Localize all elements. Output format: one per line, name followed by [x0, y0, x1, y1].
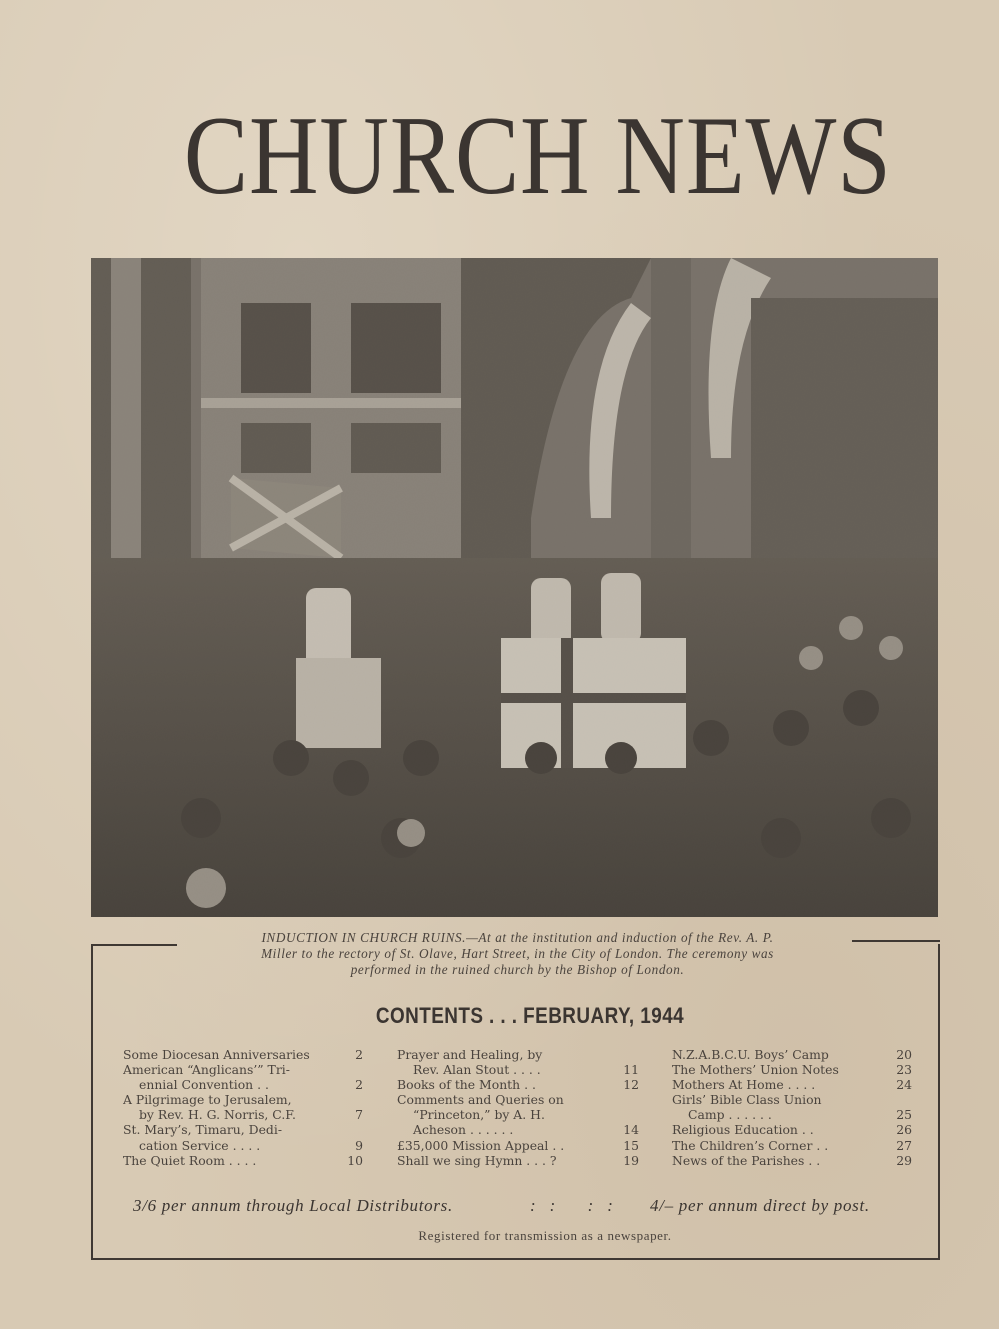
contents-entry [672, 1077, 912, 1092]
entry-page: 24 [896, 1077, 912, 1093]
entry-page: 9 [355, 1137, 363, 1153]
entry-title: by Rev. H. G. Norris, C.F. [139, 1107, 296, 1123]
entry-page [337, 1062, 363, 1077]
entry-page: 20 [896, 1047, 912, 1062]
entry-title: Comments and Queries on [397, 1092, 564, 1108]
contents-entry [672, 1062, 912, 1077]
contents-entry [123, 1107, 363, 1122]
entry-title: Books of the Month . . [397, 1077, 536, 1093]
contents-entry [123, 1077, 363, 1092]
entry-title: News of the Parishes . . [672, 1152, 821, 1168]
entry-page [337, 1122, 363, 1137]
contents-entry [123, 1092, 363, 1107]
entry-page: 2 [355, 1047, 363, 1062]
entry-page: 29 [896, 1152, 912, 1168]
entry-title: Mothers At Home . . . . [672, 1077, 816, 1093]
contents-entry [672, 1122, 912, 1137]
contents-column-2 [397, 1047, 639, 1168]
entry-title: “Princeton,” by A. H. [413, 1107, 545, 1123]
entry-page [613, 1107, 639, 1122]
entry-page [886, 1092, 912, 1107]
entry-title: The Children’s Corner . . [672, 1137, 829, 1153]
registration-notice: Registered for transmission as a newspaper. [418, 1228, 672, 1243]
entry-page: 15 [623, 1137, 639, 1153]
entry-title: cation Service . . . . [139, 1137, 261, 1153]
entry-title: Camp . . . . . . [688, 1107, 772, 1123]
entry-title: St. Mary’s, Timaru, Dedi- [123, 1122, 283, 1138]
caption-line: INDUCTION IN CHURCH RUINS.—At at the institution and induction of the Rev. A. P. [261, 930, 774, 945]
entry-title: Religious Education . . [672, 1122, 814, 1138]
entry-title: ennial Convention . . [139, 1077, 269, 1093]
entry-page: 27 [896, 1137, 912, 1153]
caption-line: Miller to the rectory of St. Olave, Hart Street, in the City of London. The ceremony was [261, 946, 774, 961]
subscription-local: 3/6 per annum through Local Distributors. [133, 1196, 453, 1215]
contents-entry [397, 1153, 639, 1168]
contents-entry [397, 1122, 639, 1137]
church-ruins-photo [91, 258, 938, 917]
entry-title: The Mothers’ Union Notes [672, 1062, 839, 1078]
contents-entry [123, 1138, 363, 1153]
entry-page [613, 1092, 639, 1107]
contents-entry [123, 1047, 363, 1062]
caption-line: performed in the ruined church by the Bishop of London. [350, 962, 685, 977]
contents-entry [123, 1122, 363, 1137]
contents-heading: CONTENTS . . . FEBRUARY, 1944 [375, 1003, 685, 1028]
entry-page [613, 1047, 639, 1062]
entry-title: Prayer and Healing, by [397, 1047, 543, 1062]
entry-title: Some Diocesan Anniversaries [123, 1047, 310, 1062]
entry-title: N.Z.A.B.C.U. Boys’ Camp [672, 1047, 829, 1062]
entry-page: 12 [623, 1077, 639, 1093]
contents-column-1 [123, 1047, 363, 1168]
entry-title: Girls’ Bible Class Union [672, 1092, 822, 1108]
contents-entry [123, 1153, 363, 1168]
entry-page: 10 [347, 1152, 363, 1168]
contents-entry [672, 1138, 912, 1153]
contents-entry [397, 1062, 639, 1077]
contents-entry [672, 1047, 912, 1062]
entry-page: 25 [896, 1107, 912, 1123]
entry-page: 19 [623, 1152, 639, 1168]
entry-title: Shall we sing Hymn . . . ? [397, 1152, 557, 1168]
subscription-post: 4/– per annum direct by post. [650, 1196, 870, 1215]
entry-page: 14 [623, 1122, 639, 1138]
entry-title: American “Anglicans’” Tri- [123, 1062, 290, 1078]
entry-title: A Pilgrimage to Jerusalem, [123, 1092, 292, 1108]
contents-entry [397, 1107, 639, 1122]
contents-entry [397, 1047, 639, 1062]
contents-entry [672, 1107, 912, 1122]
contents-entry [123, 1062, 363, 1077]
masthead-title: CHURCH NEWS [183, 94, 892, 218]
cover-photo [91, 258, 938, 917]
box-rule-right [852, 940, 940, 942]
entry-page: 2 [355, 1077, 363, 1093]
entry-title: Rev. Alan Stout . . . . [413, 1062, 541, 1078]
contents-column-3 [672, 1047, 912, 1168]
contents-entry [397, 1138, 639, 1153]
entry-page: 23 [896, 1062, 912, 1078]
box-rule-left [91, 944, 177, 946]
contents-entry [397, 1077, 639, 1092]
entry-title: The Quiet Room . . . . [123, 1152, 257, 1168]
subscription-separator: :: :: [530, 1196, 627, 1215]
entry-title: Acheson . . . . . . [413, 1122, 514, 1138]
contents-entry [397, 1092, 639, 1107]
entry-page: 26 [896, 1122, 912, 1138]
entry-page [337, 1092, 363, 1107]
contents-entry [672, 1153, 912, 1168]
entry-page: 7 [355, 1107, 363, 1123]
contents-entry [672, 1092, 912, 1107]
entry-title: £35,000 Mission Appeal . . [397, 1137, 565, 1153]
entry-page: 11 [623, 1062, 639, 1078]
